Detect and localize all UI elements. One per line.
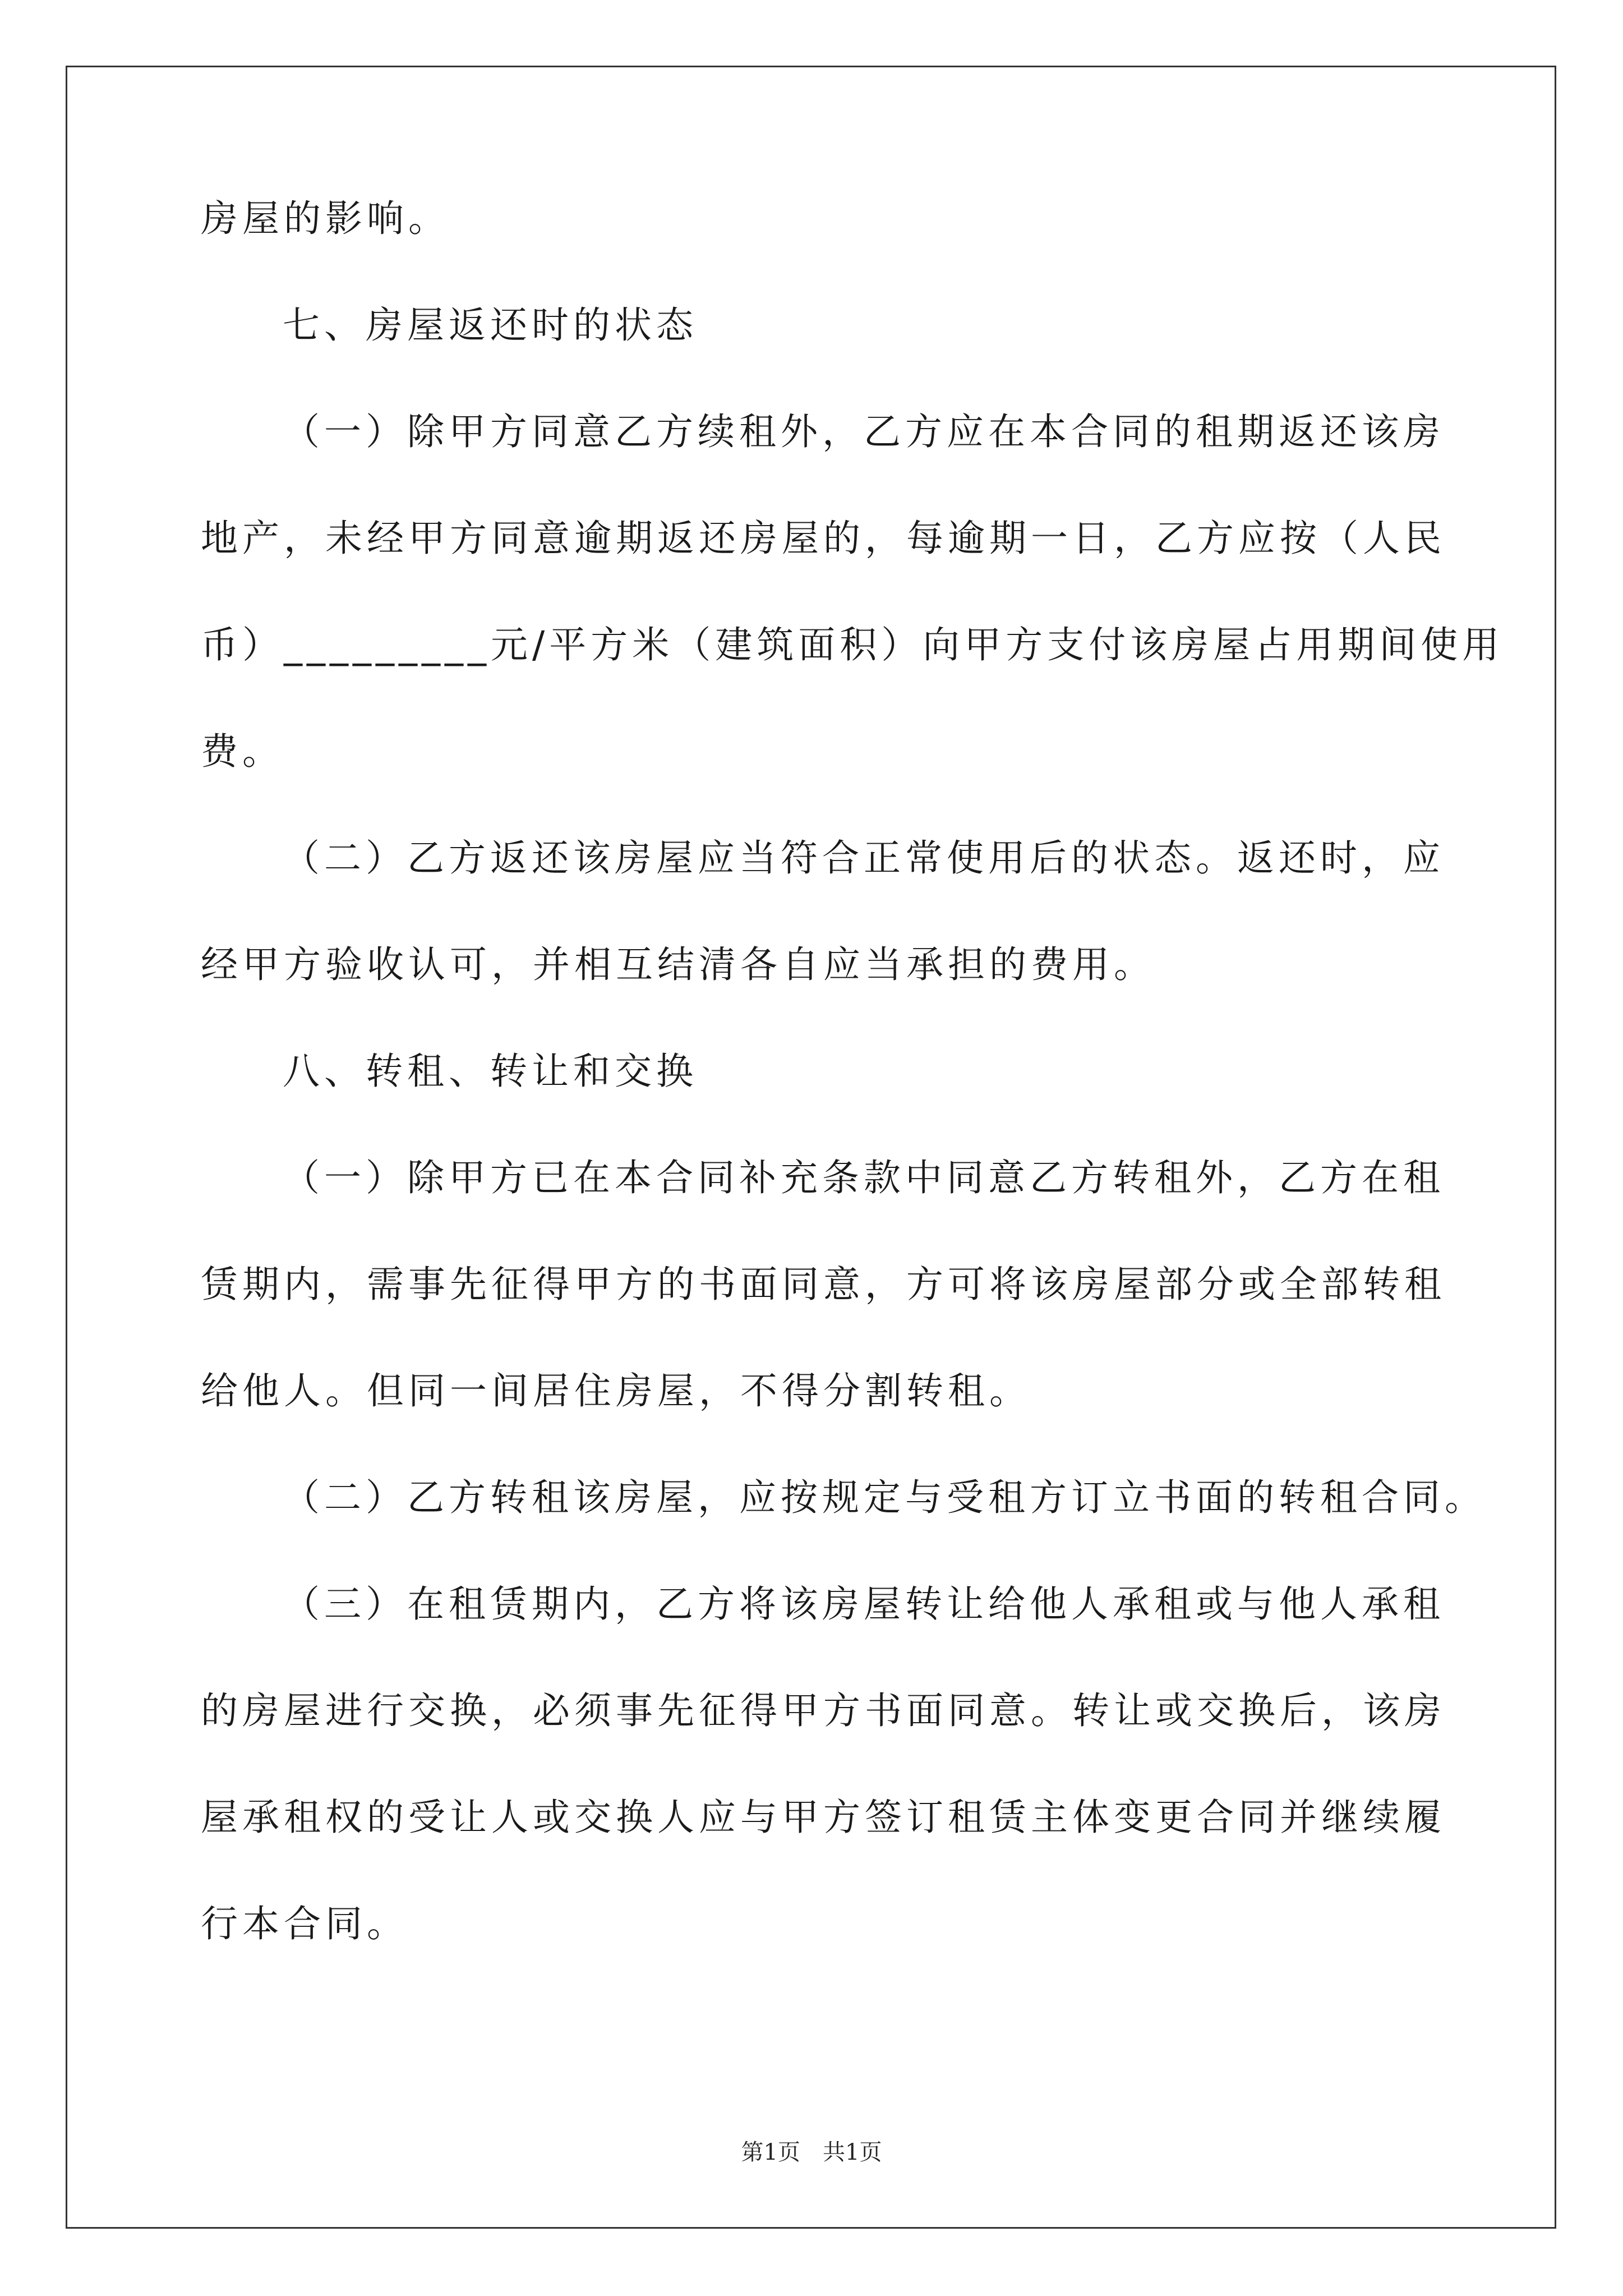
text-line: 费。: [201, 730, 284, 773]
text-line: 给他人。但同一间居住房屋，不得分割转租。: [201, 1369, 1031, 1412]
page-number: 第1页 共1页: [741, 2139, 882, 2165]
text-line: 的房屋进行交换，必须事先征得甲方书面同意。转让或交换后，该房: [201, 1689, 1446, 1732]
text-line: （二）乙方转租该房屋，应按规定与受租方订立书面的转租合同。: [283, 1476, 1486, 1519]
text-line: （一）除甲方已在本合同补充条款中同意乙方转租外，乙方在租: [283, 1156, 1445, 1199]
text-line: 赁期内，需事先征得甲方的书面同意，方可将该房屋部分或全部转租: [201, 1263, 1446, 1306]
text-line: 经甲方验收认可，并相互结清各自应当承担的费用。: [201, 943, 1155, 986]
section-heading: 七、房屋返还时的状态: [283, 303, 698, 347]
text-line: （二）乙方返还该房屋应当符合正常使用后的状态。返还时，应: [283, 836, 1445, 880]
text-line: （一）除甲方同意乙方续租外，乙方应在本合同的租期返还该房: [283, 410, 1445, 453]
text-line: 行本合同。: [201, 1902, 408, 1945]
text-line: 币）_________元/平方米（建筑面积）向甲方支付该房屋占用期间使用: [201, 623, 1504, 666]
section-heading: 八、转租、转让和交换: [283, 1050, 698, 1093]
text-line: （三）在租赁期内，乙方将该房屋转让给他人承租或与他人承租: [283, 1582, 1445, 1626]
text-line: 地产，未经甲方同意逾期返还房屋的，每逾期一日，乙方应按（人民: [201, 517, 1446, 560]
text-line: 屋承租权的受让人或交换人应与甲方签订租赁主体变更合同并继续履: [201, 1796, 1446, 1839]
text-line: 房屋的影响。: [201, 197, 450, 240]
